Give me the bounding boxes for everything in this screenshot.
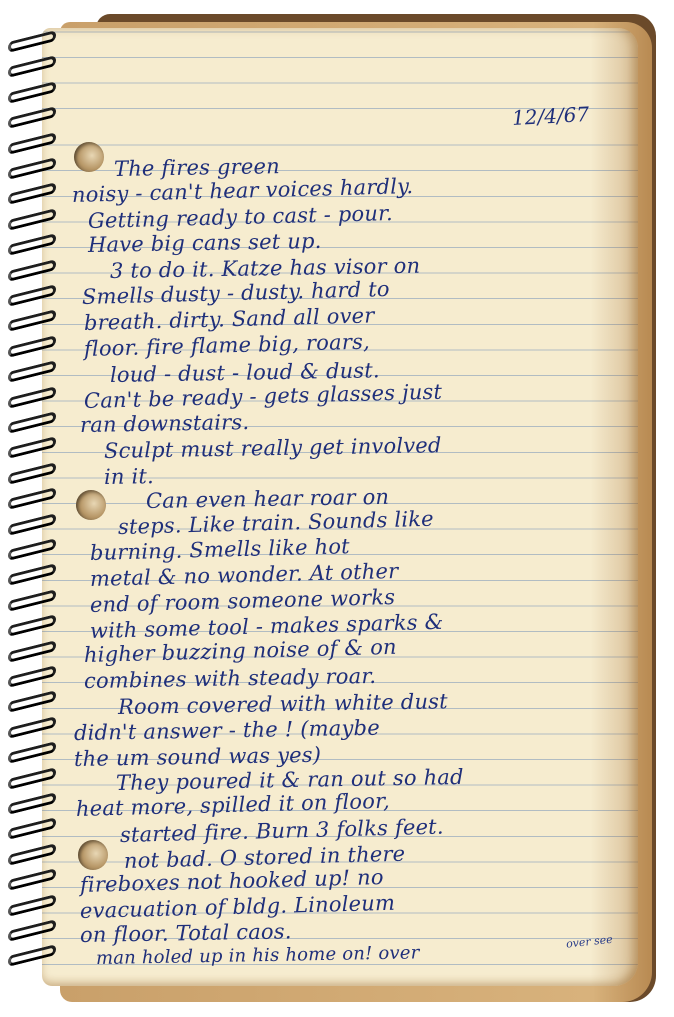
note-line: higher buzzing noise of & on <box>83 634 398 667</box>
note-line: not bad. O stored in there <box>123 841 406 873</box>
note-line: Can even hear roar on <box>145 484 390 513</box>
note-line: on floor. Total caos. <box>79 919 292 947</box>
note-line: Can't be ready - gets glasses just <box>83 379 443 413</box>
note-line: evacuation of bldg. Linoleum <box>79 890 396 923</box>
note-line: burning. Smells like hot <box>89 534 351 565</box>
note-line: ran downstairs. <box>79 410 250 437</box>
note-line: metal & no wonder. At other <box>89 558 399 591</box>
note-line: Smells dusty - dusty. hard to <box>81 276 391 309</box>
note-line: They poured it & ran out so had <box>115 764 464 795</box>
note-line: the um sound was yes) <box>73 742 322 771</box>
note-line: Have big cans set up. <box>87 228 322 257</box>
note-line: heat more, spilled it on floor, <box>75 788 391 821</box>
note-line: noisy - can't hear voices hardly. <box>71 174 414 207</box>
note-line: breath. dirty. Sand all over <box>83 303 375 335</box>
note-line: The fires green <box>113 154 281 181</box>
note-line: floor. fire flame big, roars, <box>83 329 371 361</box>
note-line: didn't answer - the ! (maybe <box>73 715 381 745</box>
note-line: in it. <box>103 464 155 489</box>
note-line: steps. Like train. Sounds like <box>117 506 435 539</box>
note-line: 3 to do it. Katze has visor on <box>109 253 421 283</box>
signature: over see <box>565 932 614 951</box>
note-line: loud - dust - loud & dust. <box>109 358 381 387</box>
entry-date: 12/4/67 <box>511 101 590 131</box>
note-line: with some tool - makes sparks & <box>89 609 444 643</box>
note-line: end of room someone works <box>89 585 396 617</box>
note-line: started fire. Burn 3 folks feet. <box>119 814 444 847</box>
note-line: Sculpt must really get involved <box>103 433 442 463</box>
note-line: man holed up in his home on! over <box>95 942 420 969</box>
note-line: combines with steady roar. <box>83 663 377 693</box>
note-line: Room covered with white dust <box>117 689 449 719</box>
note-line: Getting ready to cast - pour. <box>87 201 394 233</box>
note-line: fireboxes not hooked up! no <box>79 865 384 897</box>
